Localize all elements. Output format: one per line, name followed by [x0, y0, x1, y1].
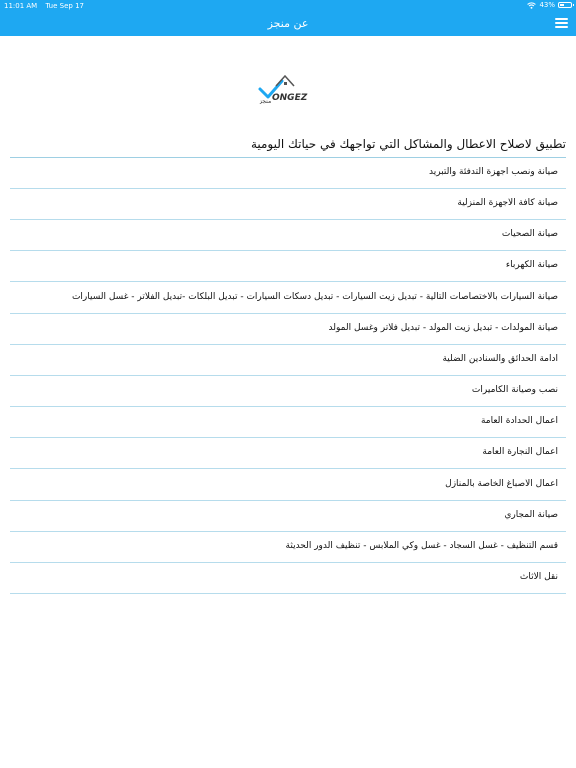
list-item[interactable]	[10, 376, 566, 407]
battery-percent: 43%	[539, 1, 555, 9]
list-item[interactable]	[10, 407, 566, 438]
list-item-label: صيانة السيارات بالاختصاصات التالية - تبديل زيت السيارات - تبديل دسكات السيارات - تبديل البلكات -تبديل الفلاتر - غسل السيارات	[71, 291, 558, 302]
divider	[10, 593, 566, 594]
app-description-heading: تطبيق لاصلاح الاعطال والمشاكل التي تواجهك في حياتك اليومية	[250, 137, 566, 151]
list-item[interactable]	[10, 438, 566, 469]
list-item[interactable]	[10, 501, 566, 532]
status-left	[4, 2, 90, 10]
navigation-bar	[0, 12, 576, 36]
list-item-label: نصب وصيانة الكاميرات	[471, 385, 558, 396]
list-item-label: صيانة المولدات - تبديل زيت المولد - تبديل فلاتر وغسل المولد	[328, 322, 558, 333]
status-right	[527, 1, 572, 9]
list-item-label: اعمال الحدادة العامة	[480, 416, 558, 427]
list-item-label: صيانة ونصب اجهزة التدفئة والتبريد	[428, 167, 558, 177]
list-item-label: ادامة الحدائق والسنادين الضلية	[442, 353, 558, 364]
status-time: 11:01 AM	[4, 2, 38, 10]
logo-text: ONGEZ	[272, 93, 308, 103]
status-date: Tue Sep 17	[45, 2, 84, 10]
list-item[interactable]	[10, 283, 566, 314]
list-item-label: صيانة الصحيات	[501, 229, 558, 240]
list-item-label: اعمال النجارة العامة	[482, 447, 558, 458]
list-item[interactable]	[10, 345, 566, 376]
list-item[interactable]	[10, 563, 566, 594]
status-bar	[0, 0, 576, 12]
list-item-label: صيانة الكهرباء	[505, 260, 558, 271]
list-item[interactable]	[10, 220, 566, 251]
app-logo	[256, 72, 318, 104]
page-title: عن منجز	[267, 17, 309, 30]
wifi-icon	[527, 2, 536, 9]
list-item[interactable]	[10, 532, 566, 563]
battery-icon	[558, 2, 572, 8]
list-item[interactable]	[10, 314, 566, 345]
list-item-label: قسم التنظيف - غسل السجاد - غسل وكي الملابس - تنظيف الدور الحديثة	[285, 540, 558, 551]
list-item[interactable]	[10, 189, 566, 220]
list-item[interactable]	[10, 251, 566, 282]
list-item-label: صيانة المجاري	[504, 509, 558, 520]
list-item-label: اعمال الاصباغ الخاصة بالمنازل	[445, 478, 558, 489]
list-item[interactable]	[10, 158, 566, 189]
logo-arabic: منجز	[259, 98, 272, 104]
list-item[interactable]	[10, 470, 566, 501]
list-item-label: نقل الاثاث	[519, 571, 558, 582]
list-item-label: صيانة كافة الاجهزة المنزلية	[457, 198, 558, 209]
hamburger-menu-icon[interactable]	[555, 18, 568, 29]
